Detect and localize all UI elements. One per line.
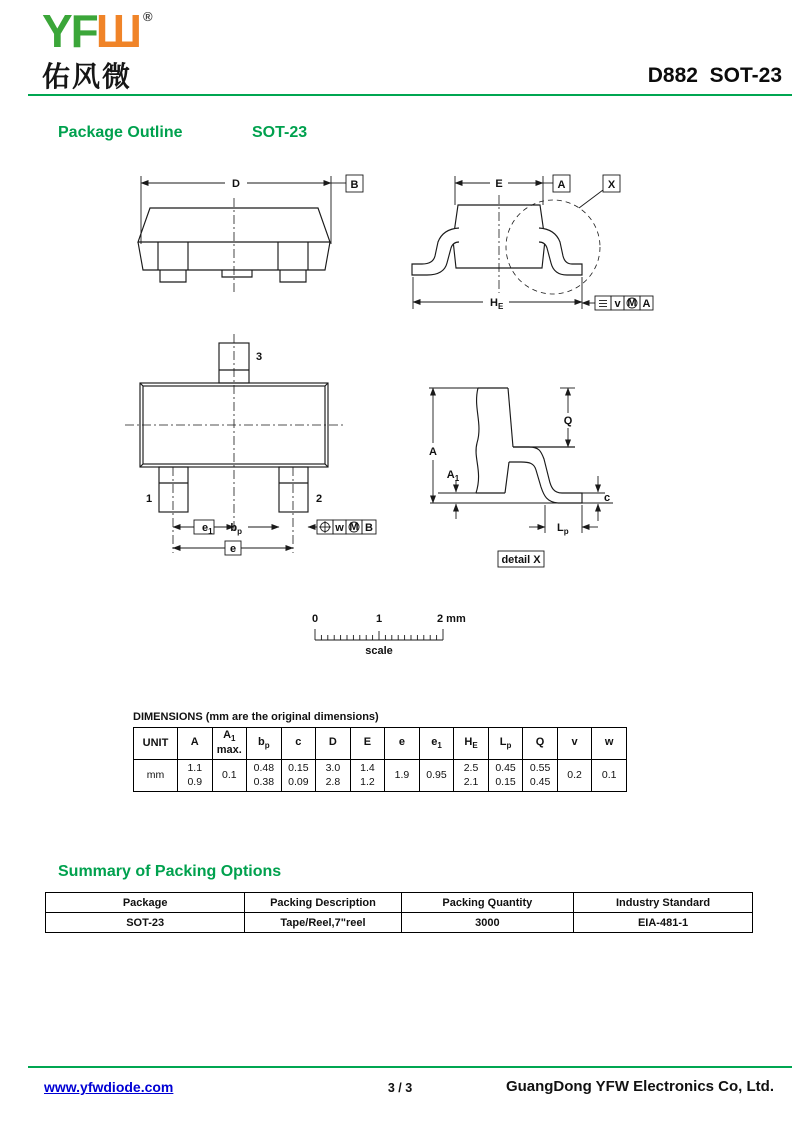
dim-label-d: D [232, 178, 240, 190]
packing-table [45, 892, 753, 933]
cell-lp: 0.45 0.15 [488, 760, 523, 792]
cell-e1: 0.95 [419, 760, 454, 792]
logo-w-mark: Ш [95, 5, 143, 57]
cell-industry-standard: EIA-481-1 [574, 913, 753, 933]
side-view-drawing [405, 163, 660, 320]
section-package-name: SOT-23 [252, 124, 308, 141]
cell-packing-quantity: 3000 [401, 913, 574, 933]
dim-label-e: e [229, 543, 237, 555]
lead-cross-section [476, 388, 582, 503]
col-e-upper: E [350, 728, 385, 760]
dim-label-he: $H_E$ [490, 297, 504, 311]
footer-divider [28, 1066, 792, 1068]
col-w: w [592, 728, 627, 760]
col-d: D [316, 728, 351, 760]
packing-data-row [46, 913, 753, 933]
col-c: c [281, 728, 316, 760]
dim-e-pitch [173, 541, 293, 555]
col-v: v [557, 728, 592, 760]
dim-he [413, 277, 582, 311]
datum-label-a: A [557, 179, 566, 191]
cell-he: 2.5 2.1 [454, 760, 489, 792]
col-a: A [178, 728, 213, 760]
dim-label-a: A [429, 446, 437, 458]
header-divider [28, 94, 792, 96]
page-title: D882 SOT-23 [647, 64, 782, 87]
dim-label-bp: $b_p$ [230, 522, 242, 536]
scale-bar [300, 610, 480, 660]
fcf-tolerance-v: v [614, 298, 621, 310]
dimensions-value-row [134, 760, 627, 792]
dim-a1 [447, 469, 460, 519]
dim-a [429, 388, 478, 503]
fcf-modifier-m: M [349, 520, 359, 533]
dim-label-c: c [604, 492, 611, 504]
company-logo [42, 5, 153, 57]
flatness-icon [599, 301, 607, 307]
cell-a: 1.1 0.9 [178, 760, 213, 792]
cell-e-upper: 1.4 1.2 [350, 760, 385, 792]
scale-tick-1: 1 [375, 613, 383, 625]
datum-label-b: B [350, 179, 359, 191]
dim-bp [230, 522, 317, 536]
cell-q: 0.55 0.45 [523, 760, 558, 792]
cell-v: 0.2 [557, 760, 592, 792]
cell-a1: 0.1 [212, 760, 247, 792]
package-body-side [412, 205, 582, 275]
col-unit: UNIT [134, 728, 178, 760]
true-position-icon [319, 521, 331, 533]
pin-1-label: 1 [145, 493, 153, 505]
col-bp: $b_p$ [247, 728, 282, 760]
dim-label-e1: $e_1$ [202, 522, 213, 536]
detail-x-label: X [607, 179, 616, 191]
detail-x-caption-label: detail X [501, 554, 541, 566]
dim-c [582, 476, 610, 521]
col-e1: $e_1$ [419, 728, 454, 760]
scale-tick-2mm: 2 mm [437, 613, 466, 625]
pin-3-label: 3 [256, 351, 263, 363]
packing-header-row [46, 893, 753, 913]
dim-d [141, 175, 363, 244]
section-heading-packing: Summary of Packing Options [58, 863, 282, 880]
col-he: $H_E$ [454, 728, 489, 760]
col-packing-description: Packing Description [245, 893, 401, 913]
dimensions-table [133, 727, 627, 792]
fcf-datum-a: A [642, 298, 651, 310]
dim-label-e: E [495, 178, 503, 190]
col-packing-quantity: Packing Quantity [401, 893, 574, 913]
website-link[interactable]: www.yfwdiode.com [44, 1079, 174, 1095]
detail-x-reference [506, 175, 620, 294]
dim-lp [529, 505, 598, 536]
fcf-modifier-m: M [627, 296, 637, 309]
dim-q [560, 388, 575, 447]
detail-x-caption [498, 551, 544, 567]
page-number: 3 / 3 [387, 1081, 413, 1095]
cell-unit: mm [134, 760, 178, 792]
pin-2-label: 2 [315, 493, 323, 505]
section-heading-package-outline: Package Outline [58, 124, 183, 141]
registered-trademark-icon: ® [143, 9, 153, 24]
top-view-drawing [120, 332, 390, 567]
dim-e1 [173, 520, 234, 536]
dim-e [455, 175, 570, 205]
cell-bp: 0.48 0.38 [247, 760, 282, 792]
logo-chinese-name: 佑风微 [42, 61, 133, 92]
scale-ruler [315, 629, 443, 640]
logo-yf-text: YF [42, 5, 97, 57]
scale-tick-0: 0 [311, 613, 319, 625]
dimensions-header-row [134, 728, 627, 760]
fcf-tolerance-w: w [335, 522, 344, 534]
cell-c: 0.15 0.09 [281, 760, 316, 792]
cell-d: 3.0 2.8 [316, 760, 351, 792]
cell-w: 0.1 [592, 760, 627, 792]
col-a1: $A_1$ max. [212, 728, 247, 760]
cell-e-lower: 1.9 [385, 760, 420, 792]
front-view-drawing [125, 165, 370, 295]
col-package: Package [46, 893, 245, 913]
dimensions-caption: DIMENSIONS (mm are the original dimensions) [133, 711, 379, 723]
company-name: GuangDong YFW Electronics Co, Ltd. [505, 1078, 774, 1095]
fcf-datum-b: B [365, 522, 373, 534]
feature-control-frame-b [317, 520, 376, 534]
dim-label-lp: $L_p$ [557, 522, 569, 536]
cell-packing-description: Tape/Reel,7"reel [245, 913, 401, 933]
dim-label-a1: $A_1$ [446, 469, 460, 483]
col-lp: $L_p$ [488, 728, 523, 760]
feature-control-frame-a [582, 296, 653, 310]
detail-x-drawing [425, 375, 645, 575]
col-e-lower: e [385, 728, 420, 760]
cell-package: SOT-23 [46, 913, 245, 933]
dim-label-q: Q [563, 415, 573, 427]
col-q: Q [523, 728, 558, 760]
col-industry-standard: Industry Standard [574, 893, 753, 913]
scale-caption: scale [365, 645, 393, 657]
